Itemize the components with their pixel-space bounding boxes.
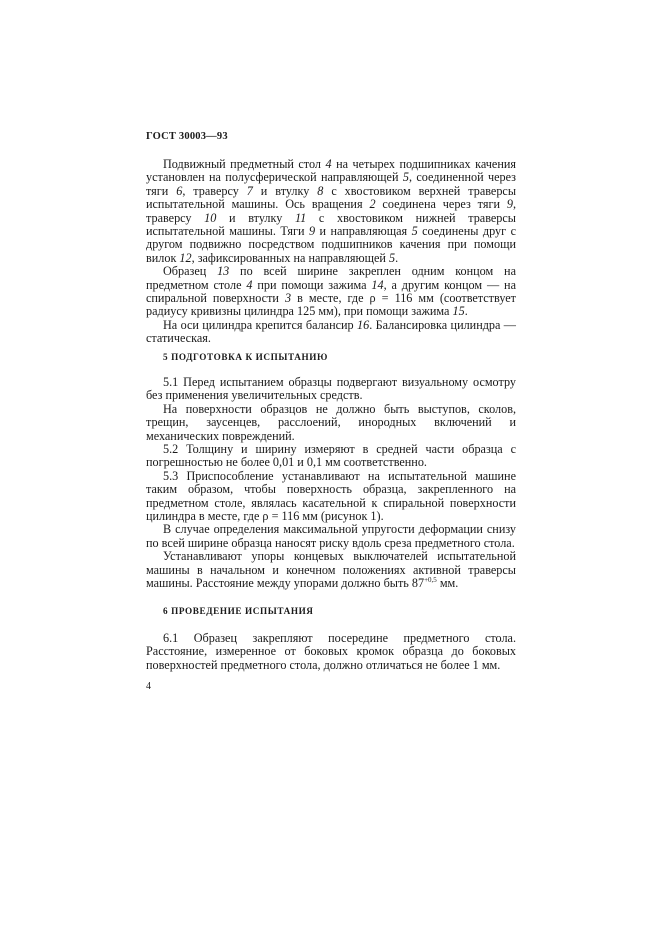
section-6-body [146, 632, 516, 672]
figure-reference: 8 [317, 183, 324, 198]
figure-reference: 6 [176, 183, 183, 198]
figure-reference: 3 [284, 291, 292, 306]
document-header: ГОСТ 30003—93 [146, 131, 228, 142]
figure-reference: 5 [411, 224, 418, 239]
tolerance-superscript: +0,5 [424, 576, 437, 585]
figure-reference: 16 [357, 317, 370, 332]
figure-reference: 12 [179, 250, 192, 265]
section-5-body [146, 376, 516, 591]
paragraph: На поверхности образцов не должно быть выступов, сколов, трещин, заусенцев, расслоений, инородных включений и механических повреждений. [146, 401, 516, 443]
figure-reference: 4 [246, 277, 253, 292]
figure-reference: 5 [388, 250, 396, 265]
paragraph: 5.1 Перед испытанием образцы подвергают визуальному осмотру без применения увеличительных средств. [146, 375, 516, 403]
figure-reference: 15 [452, 304, 465, 319]
section-5-title: 5 ПОДГОТОВКА К ИСПЫТАНИЮ [163, 352, 328, 362]
paragraph: 5.2 Толщину и ширину измеряют в средней части образца с погрешностью не более 0,01 и 0,1 мм соответственно. [146, 442, 516, 470]
figure-reference: 13 [217, 264, 230, 279]
paragraph: В случае определения максимальной упругости деформации снизу по всей ширине образца наносят риску вдоль среза предметного стола. [146, 522, 516, 550]
paragraph: 6.1 Образец закрепляют посередине предметного стола. Расстояние, измеренное от боковых кромок образца до боковых поверхностей предметного стола, должно отличаться не более 1 мм. [146, 631, 516, 672]
paragraph: На оси цилиндра крепится балансир 16. Балансировка цилиндра — статическая. [146, 317, 516, 346]
figure-reference: 4 [325, 157, 332, 171]
figure-reference: 10 [204, 210, 217, 225]
figure-reference: 11 [294, 210, 307, 225]
figure-reference: 9 [506, 197, 513, 212]
paragraph: Устанавливают упоры концевых выключателей испытательной машины в начальном и конечном положениях активной траверсы машины. Расстояние между упорами должно быть $87^{+0,5}$ мм. [146, 549, 516, 591]
figure-reference: 2 [369, 197, 376, 212]
figure-reference: 9 [308, 224, 316, 239]
figure-reference: 7 [246, 183, 253, 198]
paragraph: 5.3 Приспособление устанавливают на испытательной машине таким образом, чтобы поверхность образца, закрепленного на предметном столе, являлась касательной к спиральной поверхности цилиндра в месте, где ρ = 116 мм (рисунок 1). [146, 468, 516, 524]
figure-reference: 5 [402, 170, 409, 185]
section-6-title: 6 ПРОВЕДЕНИЕ ИСПЫТАНИЯ [163, 606, 314, 616]
intro-block [146, 158, 516, 346]
figure-reference: 14 [371, 277, 384, 292]
page-number: 4 [146, 681, 151, 692]
paragraph: Подвижный предметный стол 4 на четырех подшипниках качения установлен на полусферической направляющей 5, соединенной через тяги 6, траверсу 7 и втулку 8 с хвостовиком верхней траверсы испытательной машины. Ось вращения 2 соединена через тяги 9, траверсу 10 и втулку 11 с хвостовиком нижней траверсы испытательной машины. Тяги 9 и направляющая 5 соединены друг с другом подвижно посредством подшипников качения при помощи вилок 12, зафиксированных на направляющей 5. [146, 157, 517, 265]
paragraph: Образец 13 по всей ширине закреплен одним концом на предметном столе 4 при помощи зажима 14, а другим концом — на спиральной поверхности 3 в месте, где ρ = 116 мм (соответствует радиусу кривизны цилиндра 125 мм), при помощи зажима 15. [146, 264, 517, 319]
